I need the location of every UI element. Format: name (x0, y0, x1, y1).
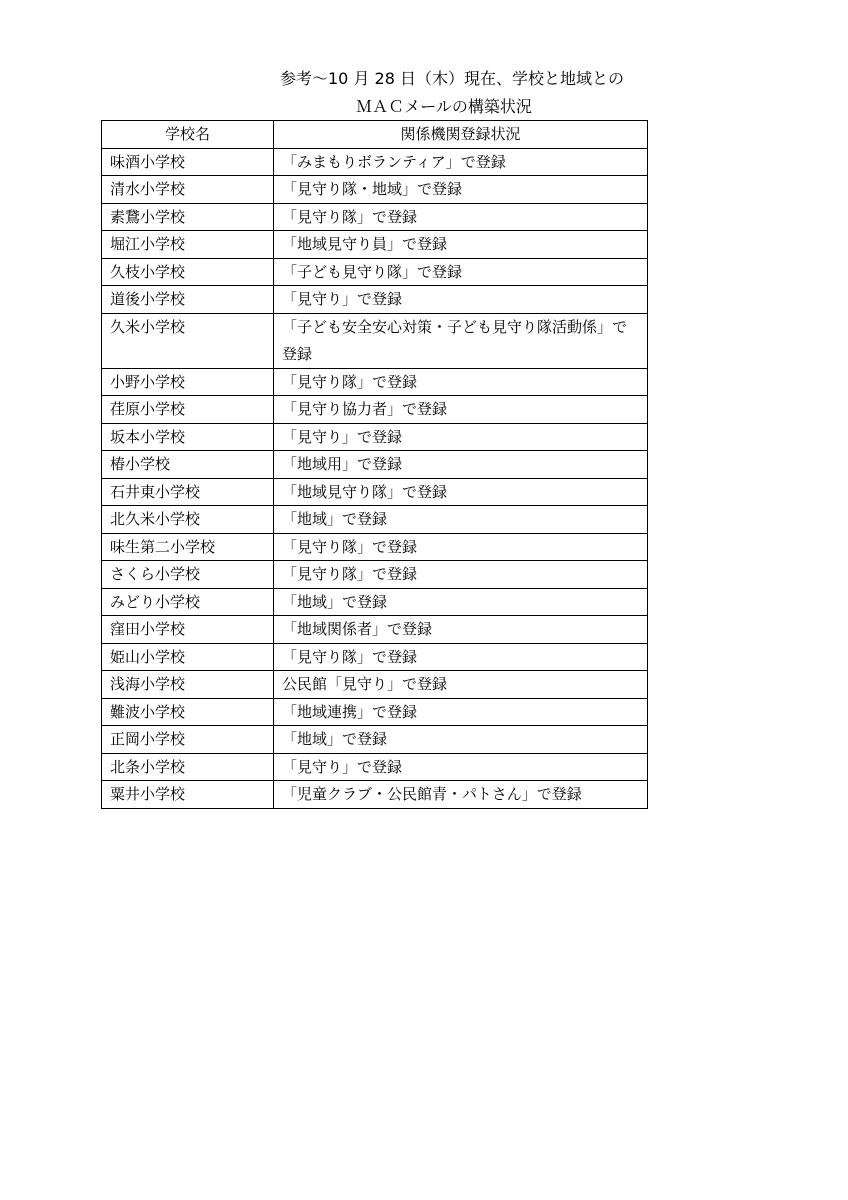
table-row (102, 368, 648, 396)
registration-status-cell: 「見守り隊・地域」で登録 (274, 176, 648, 204)
document-title-line-1: 参考～10 月 28 日（木）現在、学校と地域との (280, 69, 624, 88)
school-name-cell: 正岡小学校 (102, 726, 274, 754)
school-name-cell: 久枝小学校 (102, 258, 274, 286)
registration-status-cell: 「見守り」で登録 (274, 423, 648, 451)
table-row (102, 643, 648, 671)
school-name-cell: 味生第二小学校 (102, 533, 274, 561)
registration-status-cell: 「見守り」で登録 (274, 286, 648, 314)
school-name-cell: 荏原小学校 (102, 396, 274, 424)
school-name-cell: 浅海小学校 (102, 671, 274, 699)
table-row (102, 671, 648, 699)
school-name-cell: 清水小学校 (102, 176, 274, 204)
registration-status-cell: 公民館「見守り」で登録 (274, 671, 648, 699)
school-name-cell: 石井東小学校 (102, 478, 274, 506)
table-row (102, 616, 648, 644)
registration-status-cell: 「見守り隊」で登録 (274, 368, 648, 396)
table-row (102, 451, 648, 479)
school-name-cell: 北条小学校 (102, 753, 274, 781)
table-row (102, 726, 648, 754)
school-name-cell: 道後小学校 (102, 286, 274, 314)
table-row (102, 286, 648, 314)
registration-status-cell: 「子ども見守り隊」で登録 (274, 258, 648, 286)
school-name-cell: 椿小学校 (102, 451, 274, 479)
school-name-cell: 久米小学校 (102, 313, 274, 368)
registration-status-cell: 「地域」で登録 (274, 726, 648, 754)
table-row (102, 148, 648, 176)
registration-status-cell: 「児童クラブ・公民館青・パトさん」で登録 (274, 781, 648, 809)
registration-status-cell: 「地域関係者」で登録 (274, 616, 648, 644)
registration-status-cell: 「見守り隊」で登録 (274, 561, 648, 589)
table-row (102, 423, 648, 451)
school-name-cell: 北久米小学校 (102, 506, 274, 534)
registration-status-cell: 「地域見守り員」で登録 (274, 231, 648, 259)
table-row (102, 561, 648, 589)
table-header-row (102, 121, 648, 149)
registration-status-cell: 「地域」で登録 (274, 506, 648, 534)
registration-status-cell: 「見守り隊」で登録 (274, 203, 648, 231)
table-row (102, 753, 648, 781)
school-name-cell: 堀江小学校 (102, 231, 274, 259)
school-name-cell: みどり小学校 (102, 588, 274, 616)
school-name-cell: 難波小学校 (102, 698, 274, 726)
registration-status-cell: 「地域連携」で登録 (274, 698, 648, 726)
table-row (102, 781, 648, 809)
table-row (102, 533, 648, 561)
registration-status-cell: 「地域用」で登録 (274, 451, 648, 479)
registration-status-table (101, 120, 648, 809)
table-row (102, 313, 648, 368)
school-name-cell: 小野小学校 (102, 368, 274, 396)
registration-status-cell: 「見守り隊」で登録 (274, 533, 648, 561)
school-name-cell: 味酒小学校 (102, 148, 274, 176)
school-name-cell: 素鵞小学校 (102, 203, 274, 231)
registration-status-cell: 「見守り」で登録 (274, 753, 648, 781)
table-row (102, 176, 648, 204)
table-row (102, 396, 648, 424)
school-name-cell: 姫山小学校 (102, 643, 274, 671)
registration-status-cell: 「みまもりボランティア」で登録 (274, 148, 648, 176)
table-row (102, 588, 648, 616)
table-row (102, 478, 648, 506)
table-row (102, 231, 648, 259)
document-title-line-2: ＭＡＣメールの構築状況 (356, 97, 532, 116)
school-name-cell: 坂本小学校 (102, 423, 274, 451)
school-name-cell: 粟井小学校 (102, 781, 274, 809)
table-row (102, 698, 648, 726)
registration-status-cell: 「地域見守り隊」で登録 (274, 478, 648, 506)
table-row (102, 258, 648, 286)
registration-status-cell: 「地域」で登録 (274, 588, 648, 616)
school-name-cell: 窪田小学校 (102, 616, 274, 644)
registration-status-cell: 「見守り隊」で登録 (274, 643, 648, 671)
table-row (102, 506, 648, 534)
registration-status-cell: 「子ども安全安心対策・子ども見守り隊活動係」で登録 (274, 313, 648, 368)
column-header-registration-status: 関係機関登録状況 (274, 121, 648, 149)
column-header-school-name: 学校名 (102, 121, 274, 149)
registration-status-cell: 「見守り協力者」で登録 (274, 396, 648, 424)
school-name-cell: さくら小学校 (102, 561, 274, 589)
table-row (102, 203, 648, 231)
